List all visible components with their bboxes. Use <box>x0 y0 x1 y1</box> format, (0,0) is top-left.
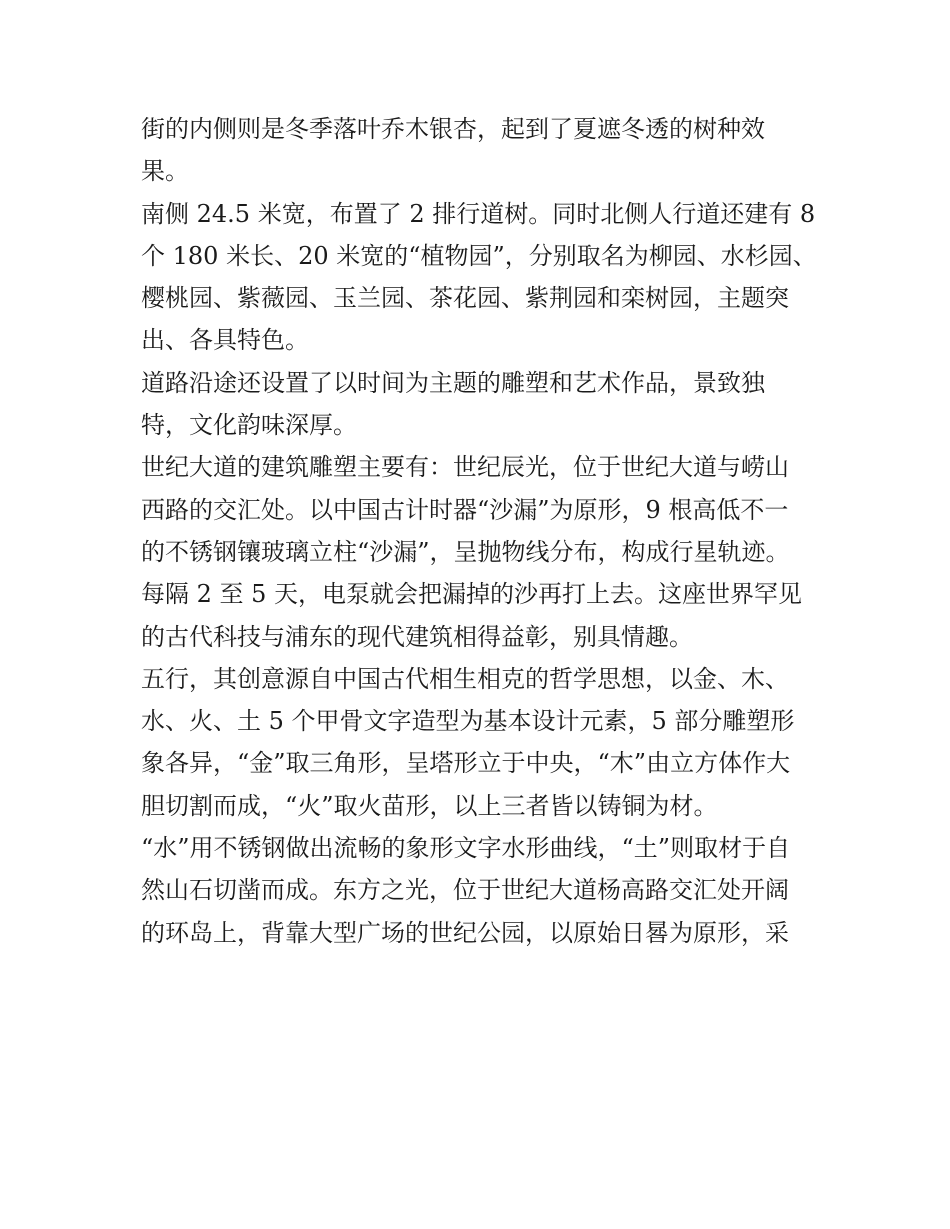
text-line: 南侧 24.5 米宽，布置了 2 排行道树。同时北侧人行道还建有 8 <box>141 199 816 228</box>
text-line: “水”用不锈钢做出流畅的象形文字水形曲线，“土”则取材于自 <box>141 834 791 863</box>
text-line: 道路沿途还设置了以时间为主题的雕塑和艺术作品，景致独 <box>141 368 765 397</box>
text-line: 出、各具特色。 <box>141 326 309 355</box>
paragraph-4 <box>141 446 821 657</box>
text-line: 每隔 2 至 5 天，电泵就会把漏掉的沙再打上去。这座世界罕见 <box>141 580 803 609</box>
text-line: 街的内侧则是冬季落叶乔木银杏，起到了夏遮冬透的树种效 <box>141 115 765 143</box>
text-line: 的古代科技与浦东的现代建筑相得益彰，别具情趣。 <box>141 622 693 651</box>
paragraph-2 <box>141 193 821 362</box>
paragraph-1 <box>141 108 821 193</box>
text-line: 西路的交汇处。以中国古计时器“沙漏”为原形，9 根高低不一 <box>141 495 789 524</box>
text-line: 个 180 米长、20 米宽的“植物园”，分别取名为柳园、水杉园、 <box>141 241 817 270</box>
text-line: 胆切割而成，“火”取火苗形，以上三者皆以铸铜为材。 <box>141 791 718 820</box>
text-line: 水、火、土 5 个甲骨文字造型为基本设计元素，5 部分雕塑形 <box>141 707 795 736</box>
paragraph-5 <box>141 658 821 827</box>
text-line: 象各异，“金”取三角形，呈塔形立于中央，“木”由立方体作大 <box>141 749 791 778</box>
text-line: 特，文化韵味深厚。 <box>141 411 357 440</box>
text-line: 樱桃园、紫薇园、玉兰园、茶花园、紫荆园和栾树园，主题突 <box>141 284 789 313</box>
text-line: 然山石切凿而成。东方之光，位于世纪大道杨高路交汇处开阔 <box>141 876 789 905</box>
text-line: 五行，其创意源自中国古代相生相克的哲学思想，以金、木、 <box>141 664 789 693</box>
paragraph-6 <box>141 827 821 954</box>
document-body <box>141 108 821 954</box>
text-line: 的环岛上，背靠大型广场的世纪公园，以原始日晷为原形，采 <box>141 918 789 947</box>
text-line: 果。 <box>141 157 189 186</box>
text-line: 世纪大道的建筑雕塑主要有：世纪辰光，位于世纪大道与崂山 <box>141 453 789 482</box>
paragraph-3 <box>141 362 821 447</box>
text-line: 的不锈钢镶玻璃立柱“沙漏”，呈抛物线分布，构成行星轨迹。 <box>141 537 790 566</box>
